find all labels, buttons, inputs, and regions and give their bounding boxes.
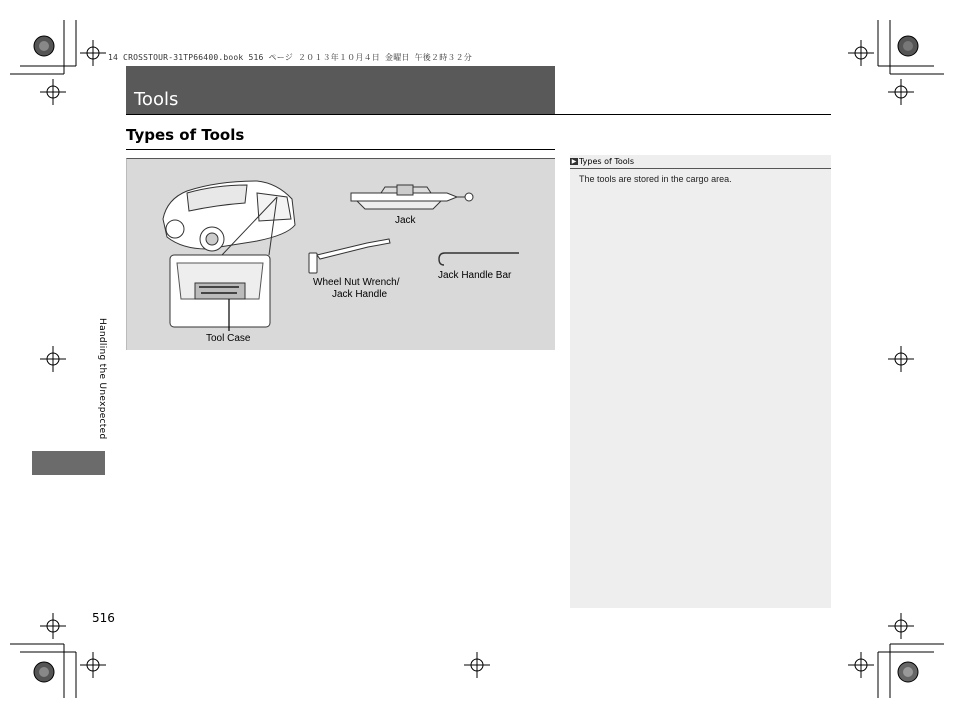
cargo-area-inset [170, 255, 270, 331]
side-panel-header [570, 155, 831, 169]
jack-label: Jack [395, 215, 416, 226]
chapter-banner [126, 66, 555, 114]
jack-handle-bar-illustration [439, 253, 519, 265]
tool-case-label: Tool Case [206, 333, 251, 344]
side-panel [570, 155, 831, 608]
tools-figure [126, 158, 555, 350]
section-title: Types of Tools [126, 126, 245, 144]
side-panel-text: The tools are stored in the cargo area. [579, 174, 732, 184]
wheel-nut-wrench-illustration [309, 239, 390, 273]
banner-rule [126, 114, 831, 115]
car-illustration [163, 181, 295, 251]
chapter-title: Tools [134, 89, 179, 110]
jack-handle-bar-label: Jack Handle Bar [438, 270, 512, 281]
section-rule [126, 149, 555, 150]
side-panel-title: Types of Tools [579, 157, 635, 166]
page-number: 516 [92, 611, 115, 625]
jack-handle-label: Jack Handle [332, 289, 388, 300]
tools-illustration [127, 159, 556, 351]
reference-arrow-icon: ▶ [571, 158, 577, 165]
chapter-side-tab [32, 451, 105, 475]
print-header: 14 CROSSTOUR-31TP66400.book 516 ページ ２０１３年１０月４日 金曜日 午後２時３２分 [108, 53, 473, 62]
chapter-side-label: Handling the Unexpected [97, 318, 107, 440]
jack-illustration [351, 185, 473, 209]
wheel-nut-wrench-label: Wheel Nut Wrench/ [313, 277, 400, 288]
